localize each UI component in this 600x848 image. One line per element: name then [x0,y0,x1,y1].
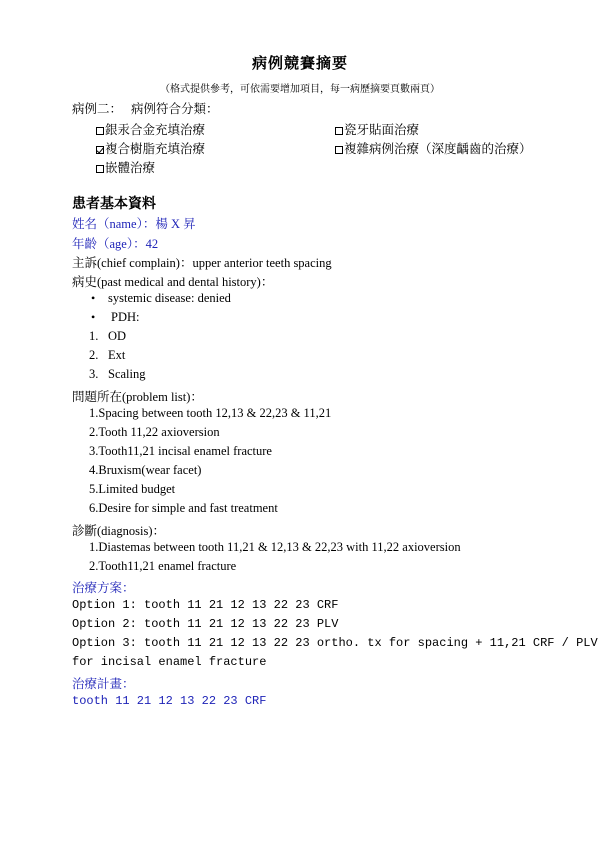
checkbox-icon[interactable] [335,146,343,154]
category-label-text: 瓷牙貼面治療 [344,123,420,137]
patient-name: 姓名（name）：楊 X 昇 [72,217,196,231]
problem-label: 問題所在(problem list)： [72,390,203,404]
problem-item: 6.Desire for simple and fast treatment [89,501,278,515]
patient-age: 年齡（age）：42 [72,237,159,251]
category-label-text: 複雜病例治療（深度齲齒的治療） [344,142,532,156]
category-label: 病例符合分類： [131,102,219,116]
history-item: OD [108,329,127,343]
category-label-text: 銀汞合金充填治療 [105,123,206,137]
treatment-option-1: Option 1: tooth 11 21 12 13 22 23 CRF [72,598,339,612]
diagnosis-item: 1.Diastemas between tooth 11,21 & 12,13 & 22,23 with 11,22 axioversion [89,540,461,554]
chief-complain: 主訴(chief complain)：upper anterior teeth spacing [72,256,332,270]
history-item: PDH: [111,310,140,324]
treatment-options-label: 治療方案： [72,581,135,595]
patient-heading: 患者基本資料 [72,197,156,212]
list-number: 1. [89,329,99,343]
treatment-option-3: Option 3: tooth 11 21 12 13 22 23 ortho. tx for spacing + 11,21 CRF / PLV [72,636,598,650]
checkbox-icon[interactable] [96,127,104,135]
problem-item: 3.Tooth11,21 incisal enamel fracture [89,444,272,458]
case-label: 病例二： [72,102,123,116]
treatment-option-2: Option 2: tooth 11 21 12 13 22 23 PLV [72,617,339,631]
list-number: 2. [89,348,99,362]
treatment-plan-label: 治療計畫： [72,677,135,691]
diagnosis-label: 診斷(diagnosis)： [72,524,166,538]
category-composite[interactable] [96,139,205,157]
problem-item: 4.Bruxism(wear facet) [89,463,202,477]
diagnosis-item: 2.Tooth11,21 enamel fracture [89,559,237,573]
checkbox-icon[interactable] [96,165,104,173]
category-label-text: 嵌體治療 [105,161,156,175]
page-subtitle: （格式提供參考，可依需要增加項目，每一病歷摘要頁數兩頁） [160,84,440,95]
list-number: 3. [89,367,99,381]
treatment-plan: tooth 11 21 12 13 22 23 CRF [72,694,267,708]
category-amalgam[interactable] [96,120,205,138]
category-complex[interactable] [335,139,532,157]
problem-item: 5.Limited budget [89,482,176,496]
checkbox-icon[interactable] [335,127,343,135]
problem-item: 1.Spacing between tooth 12,13 & 22,23 & 11,21 [89,406,332,420]
treatment-option-3-cont: for incisal enamel fracture [72,655,267,669]
history-item: Scaling [108,367,146,381]
history-item: systemic disease: denied [108,291,231,305]
page-title: 病例競賽摘要 [251,56,348,72]
checkbox-checked-icon[interactable] [96,146,104,154]
problem-item: 2.Tooth 11,22 axioversion [89,425,220,439]
history-label: 病史(past medical and dental history)： [72,275,274,289]
category-veneer[interactable] [335,120,419,138]
category-inlay[interactable] [96,158,155,176]
history-item: Ext [108,348,126,362]
bullet-icon: • [91,291,96,305]
category-label-text: 複合樹脂充填治療 [105,142,206,156]
bullet-icon: • [91,310,96,324]
